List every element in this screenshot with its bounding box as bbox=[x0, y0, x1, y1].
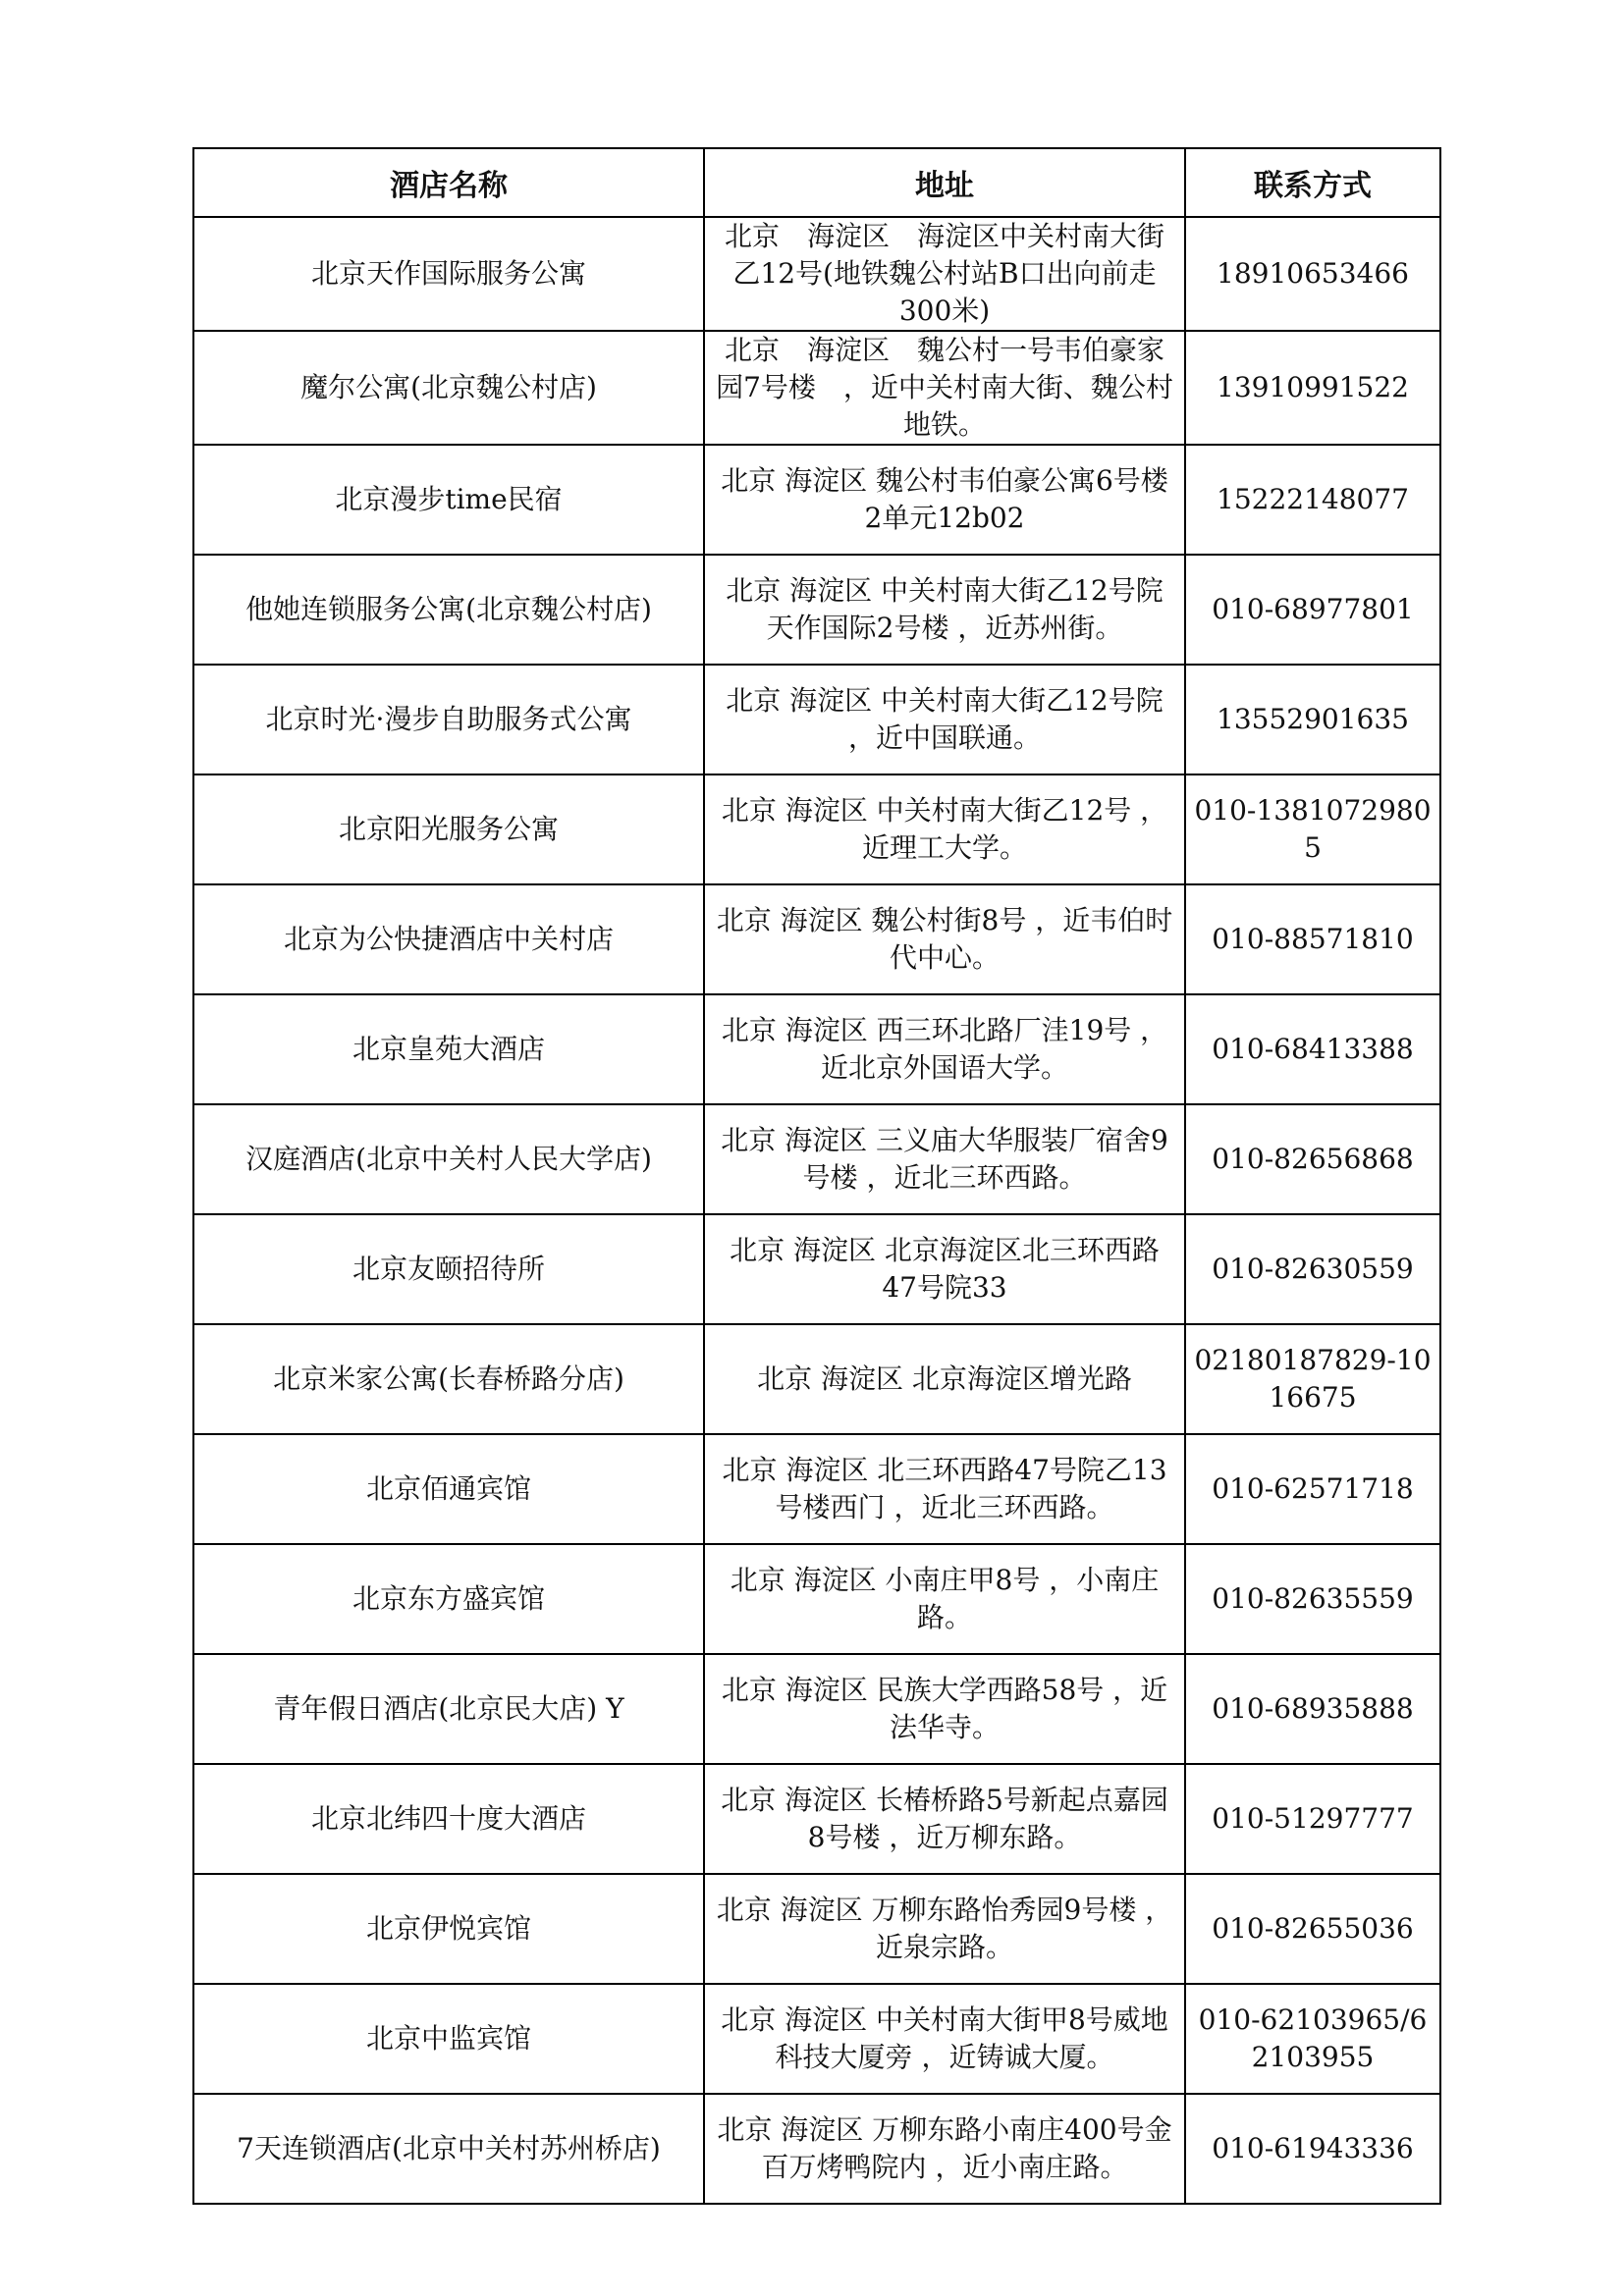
contact-cell: 010-62571718 bbox=[1185, 1434, 1440, 1544]
address-cell: 北京 海淀区 中关村南大街乙12号 ，近理工大学。 bbox=[704, 774, 1185, 884]
table-header bbox=[193, 148, 1440, 217]
address-cell: 北京 海淀区 魏公村韦伯豪公寓6号楼2单元12b02 bbox=[704, 445, 1185, 555]
table-row bbox=[193, 217, 1440, 331]
contact-cell: 010-62103965/62103955 bbox=[1185, 1984, 1440, 2094]
table-row bbox=[193, 774, 1440, 884]
contact-cell: 010-68935888 bbox=[1185, 1654, 1440, 1764]
hotel-name-cell: 北京北纬四十度大酒店 bbox=[193, 1764, 704, 1874]
contact-cell: 010-13810729805 bbox=[1185, 774, 1440, 884]
hotel-name-cell: 北京东方盛宾馆 bbox=[193, 1544, 704, 1654]
address-cell: 北京 海淀区 北京海淀区北三环西路47号院33 bbox=[704, 1214, 1185, 1324]
table-row bbox=[193, 1764, 1440, 1874]
address-cell: 北京 海淀区 魏公村一号韦伯豪家园7号楼 ，近中关村南大街、魏公村地铁。 bbox=[704, 331, 1185, 445]
table-row bbox=[193, 2094, 1440, 2204]
address-cell: 北京 海淀区 小南庄甲8号 ，小南庄路。 bbox=[704, 1544, 1185, 1654]
address-cell: 北京 海淀区 民族大学西路58号 ，近法华寺。 bbox=[704, 1654, 1185, 1764]
table-row bbox=[193, 1984, 1440, 2094]
hotel-name-cell: 北京米家公寓(长春桥路分店) bbox=[193, 1324, 704, 1434]
address-cell: 北京 海淀区 万柳东路怡秀园9号楼 ，近泉宗路。 bbox=[704, 1874, 1185, 1984]
contact-cell: 010-82630559 bbox=[1185, 1214, 1440, 1324]
contact-cell: 13910991522 bbox=[1185, 331, 1440, 445]
hotel-name-cell: 北京天作国际服务公寓 bbox=[193, 217, 704, 331]
hotel-name-cell: 北京为公快捷酒店中关村店 bbox=[193, 884, 704, 994]
table-row bbox=[193, 1104, 1440, 1214]
hotel-name-cell: 北京时光·漫步自助服务式公寓 bbox=[193, 665, 704, 774]
hotel-name-cell: 他她连锁服务公寓(北京魏公村店) bbox=[193, 555, 704, 665]
hotel-name-cell: 北京皇苑大酒店 bbox=[193, 994, 704, 1104]
table-row bbox=[193, 445, 1440, 555]
hotel-name-cell: 魔尔公寓(北京魏公村店) bbox=[193, 331, 704, 445]
header-contact: 联系方式 bbox=[1185, 148, 1440, 217]
table-row bbox=[193, 1324, 1440, 1434]
contact-cell: 010-82656868 bbox=[1185, 1104, 1440, 1214]
contact-cell: 010-68413388 bbox=[1185, 994, 1440, 1104]
hotel-name-cell: 北京伊悦宾馆 bbox=[193, 1874, 704, 1984]
address-cell: 北京 海淀区 海淀区中关村南大街乙12号(地铁魏公村站B口出向前走300米) bbox=[704, 217, 1185, 331]
table-body bbox=[193, 217, 1440, 2204]
table-row bbox=[193, 994, 1440, 1104]
hotel-name-cell: 北京阳光服务公寓 bbox=[193, 774, 704, 884]
header-address: 地址 bbox=[704, 148, 1185, 217]
table-row bbox=[193, 1874, 1440, 1984]
document-page bbox=[192, 147, 1439, 2205]
table-row bbox=[193, 331, 1440, 445]
address-cell: 北京 海淀区 魏公村街8号 ，近韦伯时代中心。 bbox=[704, 884, 1185, 994]
address-cell: 北京 海淀区 北京海淀区增光路 bbox=[704, 1324, 1185, 1434]
header-hotel-name: 酒店名称 bbox=[193, 148, 704, 217]
contact-cell: 13552901635 bbox=[1185, 665, 1440, 774]
contact-cell: 010-61943336 bbox=[1185, 2094, 1440, 2204]
table-row bbox=[193, 555, 1440, 665]
hotel-name-cell: 北京友颐招待所 bbox=[193, 1214, 704, 1324]
hotel-name-cell: 7天连锁酒店(北京中关村苏州桥店) bbox=[193, 2094, 704, 2204]
address-cell: 北京 海淀区 北三环西路47号院乙13号楼西门 ，近北三环西路。 bbox=[704, 1434, 1185, 1544]
address-cell: 北京 海淀区 三义庙大华服装厂宿舍9号楼 ，近北三环西路。 bbox=[704, 1104, 1185, 1214]
address-cell: 北京 海淀区 中关村南大街乙12号院天作国际2号楼 ，近苏州街。 bbox=[704, 555, 1185, 665]
header-row bbox=[193, 148, 1440, 217]
address-cell: 北京 海淀区 中关村南大街甲8号威地科技大厦旁 ，近铸诚大厦。 bbox=[704, 1984, 1185, 2094]
contact-cell: 010-68977801 bbox=[1185, 555, 1440, 665]
table-row bbox=[193, 884, 1440, 994]
hotel-name-cell: 青年假日酒店(北京民大店) Y bbox=[193, 1654, 704, 1764]
address-cell: 北京 海淀区 万柳东路小南庄400号金百万烤鸭院内 ，近小南庄路。 bbox=[704, 2094, 1185, 2204]
contact-cell: 010-82635559 bbox=[1185, 1544, 1440, 1654]
hotel-name-cell: 北京中监宾馆 bbox=[193, 1984, 704, 2094]
hotel-name-cell: 北京漫步time民宿 bbox=[193, 445, 704, 555]
address-cell: 北京 海淀区 长椿桥路5号新起点嘉园8号楼 ，近万柳东路。 bbox=[704, 1764, 1185, 1874]
table-row bbox=[193, 1654, 1440, 1764]
contact-cell: 02180187829-1016675 bbox=[1185, 1324, 1440, 1434]
contact-cell: 18910653466 bbox=[1185, 217, 1440, 331]
table-row bbox=[193, 1544, 1440, 1654]
table-row bbox=[193, 665, 1440, 774]
address-cell: 北京 海淀区 西三环北路厂洼19号 ，近北京外国语大学。 bbox=[704, 994, 1185, 1104]
hotel-table bbox=[192, 147, 1441, 2205]
table-row bbox=[193, 1434, 1440, 1544]
contact-cell: 010-88571810 bbox=[1185, 884, 1440, 994]
table-row bbox=[193, 1214, 1440, 1324]
contact-cell: 010-82655036 bbox=[1185, 1874, 1440, 1984]
hotel-name-cell: 北京佰通宾馆 bbox=[193, 1434, 704, 1544]
contact-cell: 010-51297777 bbox=[1185, 1764, 1440, 1874]
address-cell: 北京 海淀区 中关村南大街乙12号院 ，近中国联通。 bbox=[704, 665, 1185, 774]
hotel-name-cell: 汉庭酒店(北京中关村人民大学店) bbox=[193, 1104, 704, 1214]
contact-cell: 15222148077 bbox=[1185, 445, 1440, 555]
